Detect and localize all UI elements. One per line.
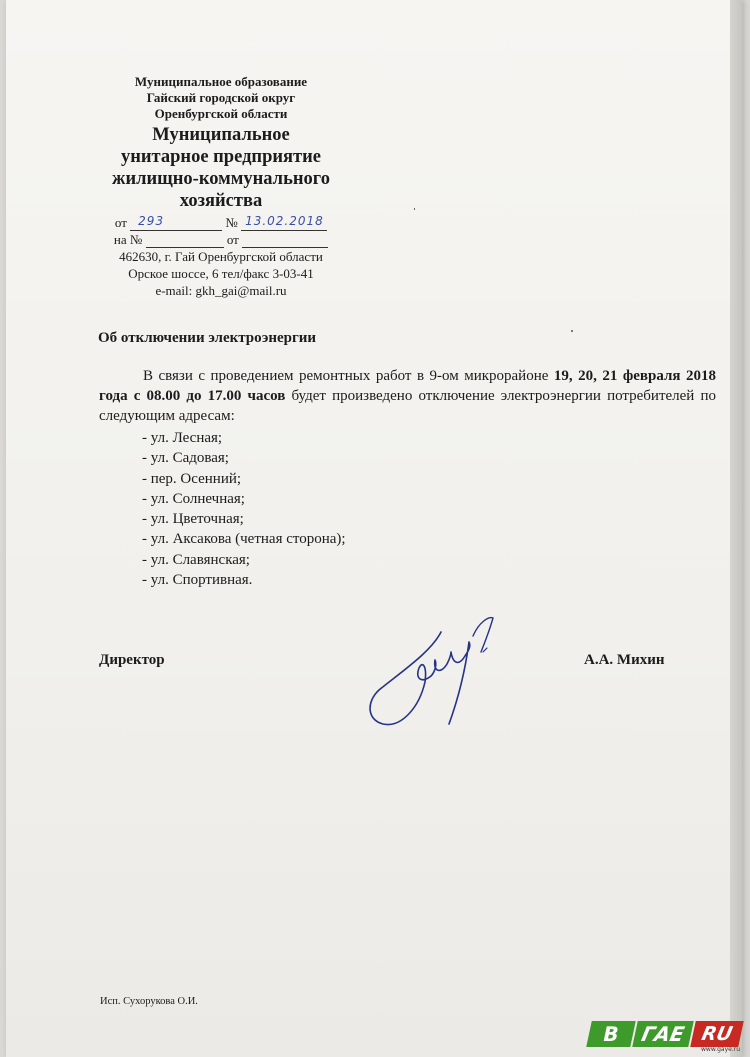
list-item: - ул. Цветочная; xyxy=(142,511,244,528)
org-line-2: Гайский городской округ xyxy=(146,90,296,105)
reply-no-label: на № xyxy=(113,232,143,247)
body-part-1: В связи с проведением ремонтных работ в 9-ом микрорайоне xyxy=(143,368,554,384)
reply-from-field xyxy=(242,233,328,248)
paper-speck xyxy=(414,208,415,210)
address-line-1: 462630, г. Гай Оренбургской области xyxy=(119,249,323,264)
reg-from-value: 293 xyxy=(138,214,165,228)
reply-from-label: от xyxy=(226,232,239,247)
reg-no-value: 13.02.2018 xyxy=(245,214,324,228)
org-line-3: Оренбургской области xyxy=(154,106,288,121)
reg-no-field xyxy=(241,216,327,231)
list-item: - ул. Славянская; xyxy=(142,551,250,568)
logo-part-2: ГАЕ xyxy=(632,1021,694,1047)
logo-part-1: В xyxy=(586,1021,636,1047)
list-item: - ул. Аксакова (четная сторона); xyxy=(142,531,346,548)
list-item: - ул. Солнечная; xyxy=(142,490,245,507)
letter-subject: Об отключении электроэнергии xyxy=(98,330,317,346)
address-line-2: Орское шоссе, 6 тел/факс 3-03-41 xyxy=(128,266,314,281)
enterprise-line-2: унитарное предприятие xyxy=(120,147,321,167)
email-line: e-mail: gkh_gai@mail.ru xyxy=(155,283,287,298)
enterprise-line-1: Муниципальное xyxy=(152,125,290,145)
logo-url: www.gaye.ru xyxy=(701,1046,740,1053)
signer-title: Директор xyxy=(99,652,165,668)
letterhead xyxy=(96,74,346,299)
letter-body xyxy=(99,366,716,426)
list-item: - ул. Лесная; xyxy=(142,430,223,446)
address-list xyxy=(142,428,346,590)
paper-edge xyxy=(730,0,742,1057)
reg-from-label: от xyxy=(114,215,127,230)
signer-name: А.А. Михин xyxy=(584,652,665,668)
enterprise-line-3: жилищно-коммунального xyxy=(112,169,330,189)
reg-from-field xyxy=(130,216,222,231)
list-item: - ул. Садовая; xyxy=(142,450,229,467)
list-item: - пер. Осенний; xyxy=(142,470,242,487)
body-part-2: будет произведено отключение электроэнергии потребителей по следующим адресам: xyxy=(99,388,716,424)
reply-no-field xyxy=(146,233,224,248)
paper-speck xyxy=(571,330,573,332)
org-line-1: Муниципальное образование xyxy=(134,74,308,89)
body-dates: 19, 20, 21 февраля 2018 года с 08.00 до 17.00 часов xyxy=(99,368,716,404)
reg-no-label: № xyxy=(225,215,238,230)
handwritten-signature xyxy=(361,612,511,737)
registration-line xyxy=(96,214,346,231)
enterprise-line-4: хозяйства xyxy=(179,191,263,211)
site-watermark-logo xyxy=(589,1017,744,1051)
reply-line xyxy=(96,231,346,248)
executor-note: Исп. Сухорукова О.И. xyxy=(100,996,198,1007)
letter-sheet xyxy=(6,0,742,1057)
list-item: - ул. Спортивная. xyxy=(142,572,253,589)
logo-part-3: RU xyxy=(690,1021,744,1047)
